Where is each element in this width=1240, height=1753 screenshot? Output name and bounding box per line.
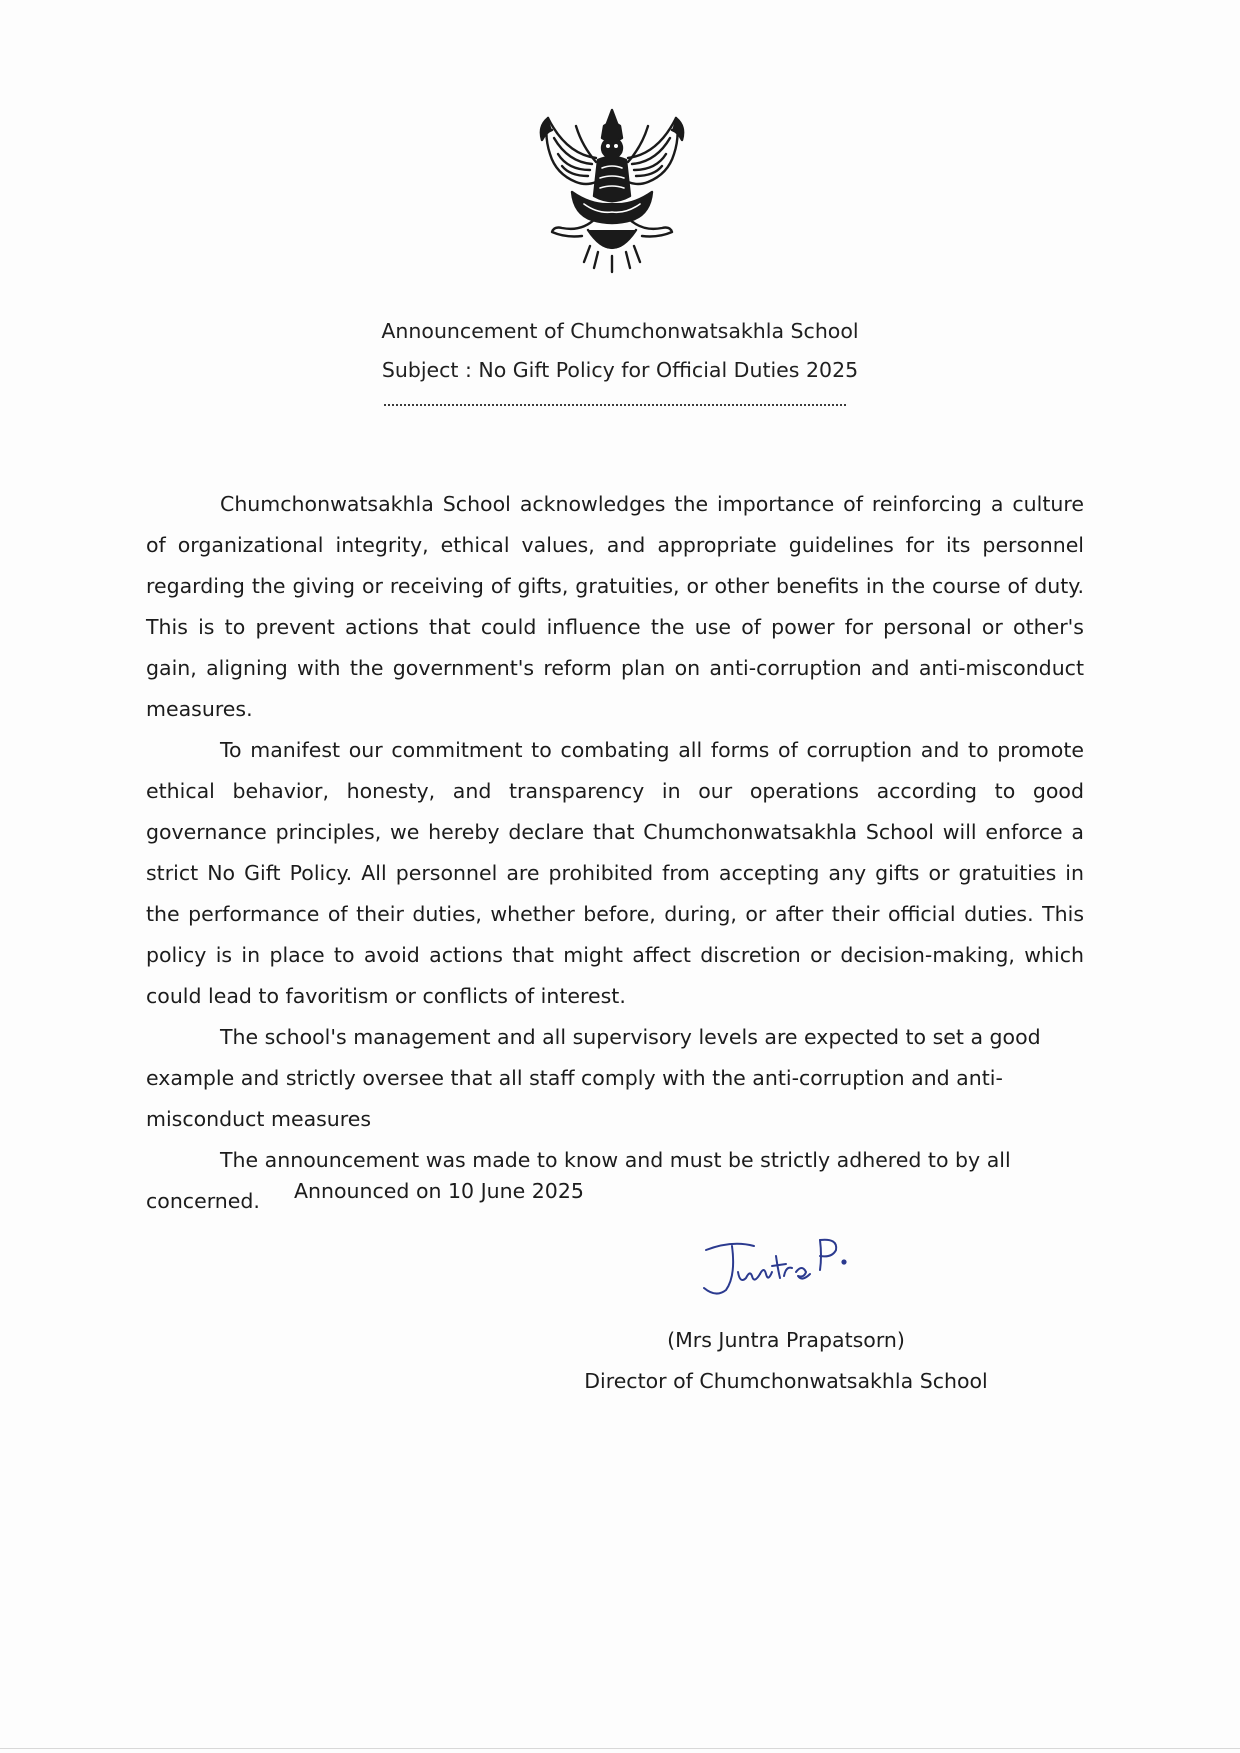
- body-paragraph: The school's management and all supervisory levels are expected to set a good example and strictly oversee that all staff comply with the anti-corruption and anti-misconduct measures: [146, 1025, 1041, 1131]
- announcement-body: [146, 484, 1084, 1222]
- body-paragraph: Chumchonwatsakhla School acknowledges the importance of reinforcing a culture of organizational integrity, ethical values, and appropriate guidelines for its personnel regarding the giving or receiving of gifts, gratuities, or other benefits in the course of duty. This is to prevent actions that could influence the use of power for personal or other's gain, aligning with the government's reform plan on anti-corruption and anti-misconduct measures.: [146, 492, 1084, 721]
- announced-date: Announced on 10 June 2025: [294, 1179, 584, 1203]
- garuda-emblem-icon: [532, 96, 692, 274]
- body-paragraph: The announcement was made to know and must be strictly adhered to by all concerned.: [146, 1148, 1011, 1213]
- signer-title: Director of Chumchonwatsakhla School: [584, 1369, 988, 1393]
- body-paragraph: To manifest our commitment to combating all forms of corruption and to promote ethical behavior, honesty, and transparency in our operations according to good governance principles, we hereby declare that Chumchonwatsakhla School will enforce a strict No Gift Policy. All personnel are prohibited from accepting any gifts or gratuities in the performance of their duties, whether before, during, or after their official duties. This policy is in place to avoid actions that might affect discretion or decision-making, which could lead to favoritism or conflicts of interest.: [146, 738, 1084, 1008]
- announcement-subject: Subject : No Gift Policy for Official Duties 2025: [381, 358, 859, 382]
- handwritten-signature: [692, 1226, 862, 1306]
- page-edge: [0, 1748, 1240, 1749]
- signer-name: (Mrs Juntra Prapatsorn): [667, 1328, 905, 1352]
- announcement-title: Announcement of Chumchonwatsakhla School: [381, 319, 859, 343]
- dotted-divider: [384, 404, 846, 406]
